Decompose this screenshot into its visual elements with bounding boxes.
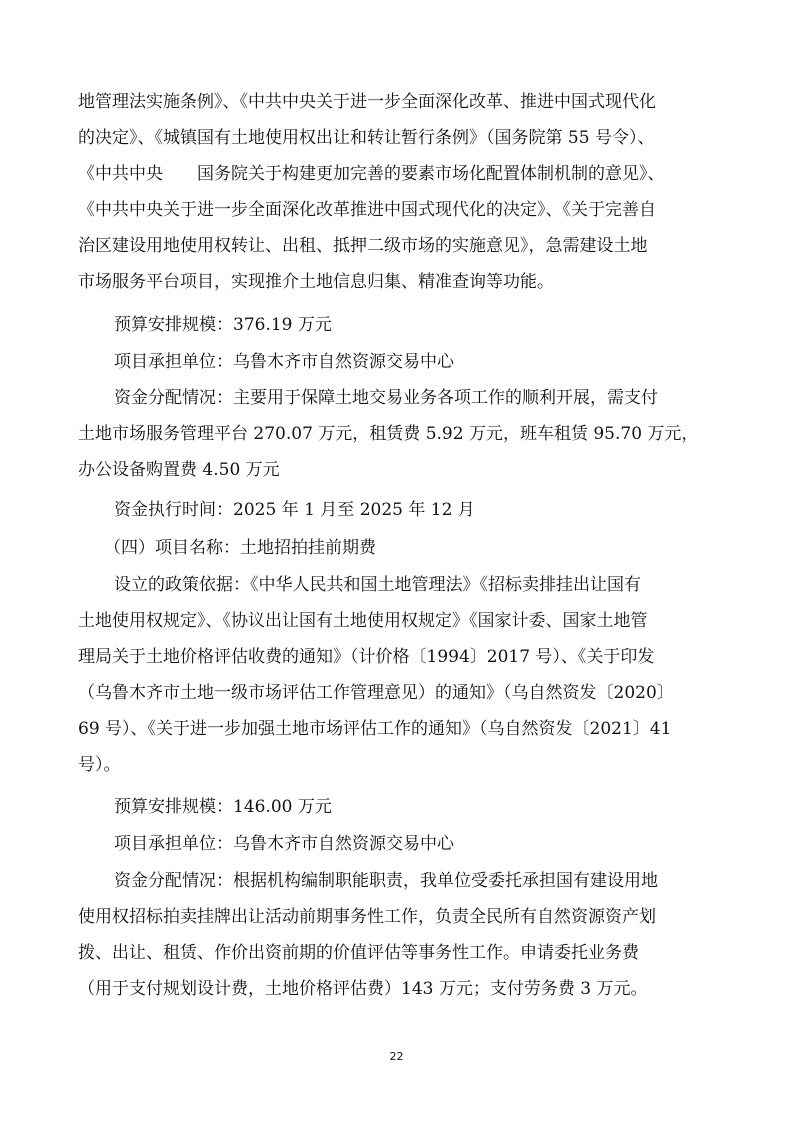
text-line: 使用权招标拍卖挂牌出让活动前期事务性工作，负责全民所有自然资源资产划 (78, 907, 656, 927)
text-line: 《中共中央 国务院关于构建更加完善的要素市场化配置体制机制的意见》、 (78, 164, 665, 184)
budget-scale-line: 预算安排规模：146.00 万元 (114, 797, 332, 817)
text-line: 的决定》、《城镇国有土地使用权出让和转让暂行条例》（国务院第 55 号令）、 (78, 128, 655, 148)
fund-allocation-line: 资金分配情况：根据机构编制职能职责，我单位受委托承担国有建设用地 (114, 871, 658, 891)
project-heading: （四）项目名称：土地招拍挂前期费 (104, 538, 376, 558)
text-line: 市场服务平台项目，实现推介土地信息归集、精准查询等功能。 (78, 272, 554, 292)
text-line: 69 号）、《关于进一步加强土地市场评估工作的通知》（乌自然资发〔2021〕41 (78, 719, 672, 739)
text-line: 办公设备购置费 4.50 万元 (78, 460, 280, 480)
text-line: 地管理法实施条例》、《中共中央关于进一步全面深化改革、推进中国式现代化 (78, 92, 656, 112)
text-line: 《中共中央关于进一步全面深化改革推进中国式现代化的决定》、《关于完善自 (78, 200, 656, 220)
page-number: 22 (389, 1050, 404, 1063)
fund-allocation-line: 资金分配情况：主要用于保障土地交易业务各项工作的顺利开展，需支付 (114, 388, 658, 408)
text-line: （用于支付规划设计费，土地价格评估费）143 万元；支付劳务费 3 万元。 (78, 979, 648, 999)
responsible-unit-line: 项目承担单位：乌鲁木齐市自然资源交易中心 (114, 352, 454, 372)
text-line: 治区建设用地使用权转让、出租、抵押二级市场的实施意见》，急需建设土地 (78, 236, 648, 256)
text-line: 土地使用权规定》、《协议出让国有土地使用权规定》《国家计委、国家土地管 (78, 611, 648, 631)
text-line: 号）。 (78, 755, 121, 775)
execution-time-line: 资金执行时间：2025 年 1 月至 2025 年 12 月 (114, 500, 475, 520)
text-line: 理局关于土地价格评估收费的通知》（计价格〔1994〕2017 号）、《关于印发 (78, 647, 655, 667)
budget-scale-line: 预算安排规模：376.19 万元 (114, 315, 332, 335)
policy-basis-line: 设立的政策依据：《中华人民共和国土地管理法》《招标卖排挂出让国有 (114, 575, 641, 595)
text-line: 拨、出让、租赁、作价出资前期的价值评估等事务性工作。申请委托业务费 (78, 943, 639, 963)
text-line: 土地市场服务管理平台 270.07 万元，租赁费 5.92 万元，班车租赁 95.70 万元， (78, 424, 699, 444)
text-line: （乌鲁木齐市土地一级市场评估工作管理意见）的通知》（乌自然资发〔2020〕 (78, 683, 674, 703)
responsible-unit-line: 项目承担单位：乌鲁木齐市自然资源交易中心 (114, 834, 454, 854)
